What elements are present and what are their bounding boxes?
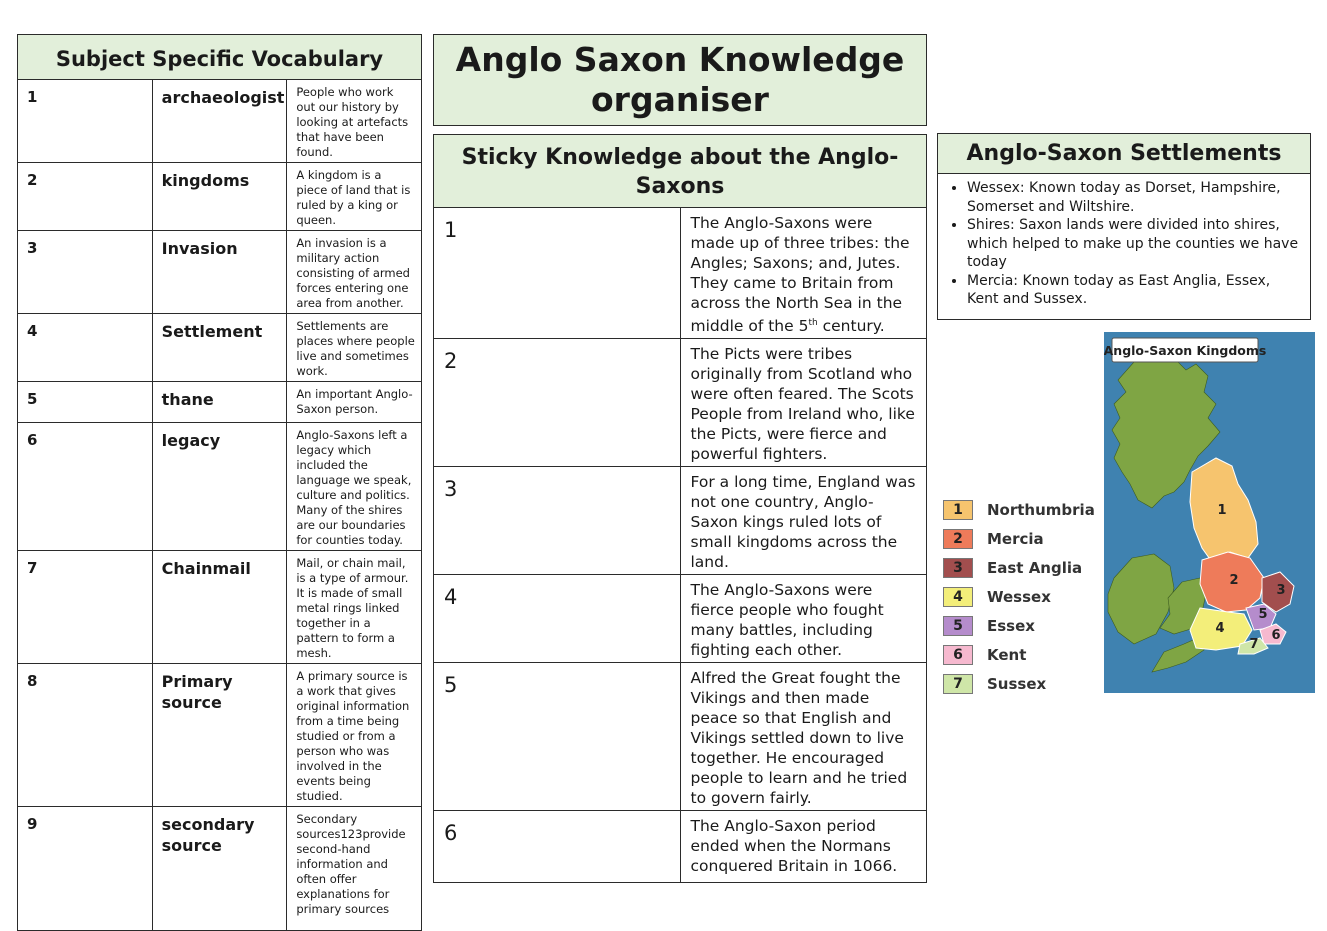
vocab-number: 1 [18, 80, 153, 163]
legend-item [943, 495, 1103, 524]
vocab-row [18, 314, 422, 382]
vocab-term: Chainmail [152, 551, 287, 664]
vocabulary-title: Subject Specific Vocabulary [18, 35, 422, 80]
vocab-term: archaeologist [152, 80, 287, 163]
fact-text [680, 208, 927, 339]
map-region-number: 4 [1215, 621, 1225, 636]
vocab-number: 7 [18, 551, 153, 664]
vocab-term: Primary source [152, 664, 287, 807]
vocab-number: 9 [18, 807, 153, 931]
vocab-definition: A primary source is a work that gives original information from a time being studied or from a person who was involved in the events being studied. [287, 664, 422, 807]
vocabulary-panel [17, 34, 422, 931]
fact-text [680, 339, 927, 467]
fact-text-end: century. [817, 317, 885, 336]
map-region-number: 7 [1249, 637, 1259, 652]
fact-row [434, 339, 927, 467]
vocab-number: 2 [18, 163, 153, 231]
settlement-item: • Mercia: Known today as East Anglia, Essex, Kent and Sussex. [967, 272, 1302, 309]
kingdoms-legend [943, 495, 1103, 698]
map-title: Anglo-Saxon Kingdoms [1104, 343, 1267, 358]
settlement-item: • Wessex: Known today as Dorset, Hampshire, Somerset and Wiltshire. [967, 179, 1302, 216]
vocab-row [18, 80, 422, 163]
settlements-list [938, 174, 1310, 319]
vocab-definition: Mail, or chain mail, is a type of armour. It is made of small metal rings linked together in a pattern to form a mesh. [287, 551, 422, 664]
fact-text-main: The Picts were tribes originally from Scotland who were often feared. The Scots People from Ireland who, like the Picts, were fierce and powerful fighters. [690, 345, 915, 464]
vocab-term: kingdoms [152, 163, 287, 231]
legend-swatch: 3 [943, 558, 973, 578]
vocab-row [18, 231, 422, 314]
vocab-number: 3 [18, 231, 153, 314]
fact-row [434, 663, 927, 811]
vocab-definition: Secondary sources123provide second-hand information and often offer explanations for primary sources [287, 807, 422, 931]
vocab-number: 6 [18, 423, 153, 551]
vocab-term: Settlement [152, 314, 287, 382]
legend-swatch: 6 [943, 645, 973, 665]
fact-text-main: The Anglo-Saxons were fierce people who fought many battles, including fighting each other. [690, 581, 884, 660]
map-region-number: 3 [1276, 583, 1286, 598]
vocab-term: legacy [152, 423, 287, 551]
legend-label: Kent [987, 645, 1027, 664]
vocab-term: thane [152, 382, 287, 423]
settlements-panel [937, 133, 1311, 320]
vocab-row [18, 807, 422, 931]
vocab-row [18, 423, 422, 551]
vocab-row [18, 163, 422, 231]
vocab-definition: An invasion is a military action consisting of armed forces entering one area from another. [287, 231, 422, 314]
vocab-definition: People who work out our history by looking at artefacts that have been found. [287, 80, 422, 163]
sticky-knowledge-table [433, 134, 927, 883]
fact-number: 2 [434, 339, 681, 467]
page-title: Anglo Saxon Knowledge organiser [433, 34, 927, 126]
vocab-row [18, 551, 422, 664]
fact-text-main: Alfred the Great fought the Vikings and then made peace so that English and Vikings settled down to live together. He encouraged people to learn and he tried to govern fairly. [690, 669, 908, 808]
fact-text [680, 575, 927, 663]
kingdoms-map-image [1104, 332, 1315, 693]
map-region-number: 5 [1258, 607, 1268, 622]
legend-item [943, 611, 1103, 640]
settlements-title: Anglo-Saxon Settlements [938, 134, 1310, 174]
settlement-item: • Shires: Saxon lands were divided into shires, which helped to make up the counties we have today [967, 216, 1302, 272]
fact-number: 3 [434, 467, 681, 575]
fact-row [434, 811, 927, 883]
legend-item [943, 553, 1103, 582]
legend-item [943, 524, 1103, 553]
vocab-definition: Anglo-Saxons left a legacy which included the language we speak, culture and politics. Many of the shires are our boundaries for counties today. [287, 423, 422, 551]
fact-text [680, 467, 927, 575]
legend-swatch: 5 [943, 616, 973, 636]
vocab-number: 8 [18, 664, 153, 807]
legend-label: Mercia [987, 529, 1044, 548]
map-region-number: 2 [1229, 573, 1239, 588]
legend-swatch: 4 [943, 587, 973, 607]
vocab-number: 5 [18, 382, 153, 423]
fact-text-superscript: th [808, 318, 818, 328]
legend-swatch: 2 [943, 529, 973, 549]
sticky-knowledge-title: Sticky Knowledge about the Anglo-Saxons [434, 135, 927, 208]
vocab-row [18, 664, 422, 807]
legend-label: Sussex [987, 674, 1047, 693]
vocab-row [18, 382, 422, 423]
vocab-term: secondary source [152, 807, 287, 931]
fact-number: 5 [434, 663, 681, 811]
vocab-definition: Settlements are places where people live and sometimes work. [287, 314, 422, 382]
vocabulary-table [17, 34, 422, 931]
fact-row [434, 575, 927, 663]
legend-item [943, 582, 1103, 611]
vocab-definition: A kingdom is a piece of land that is ruled by a king or queen. [287, 163, 422, 231]
vocab-number: 4 [18, 314, 153, 382]
legend-swatch: 7 [943, 674, 973, 694]
fact-number: 4 [434, 575, 681, 663]
vocab-term: Invasion [152, 231, 287, 314]
fact-number: 6 [434, 811, 681, 883]
legend-swatch: 1 [943, 500, 973, 520]
map-region-number: 1 [1217, 503, 1227, 518]
legend-label: Northumbria [987, 500, 1095, 519]
legend-label: East Anglia [987, 558, 1083, 577]
fact-text-main: The Anglo-Saxons were made up of three tribes: the Angles; Saxons; and, Jutes. They came to Britain from across the North Sea in the middle of the 5 [690, 214, 910, 336]
legend-item [943, 669, 1103, 698]
fact-text-main: For a long time, England was not one country, Anglo-Saxon kings ruled lots of small kingdoms across the land. [690, 473, 916, 572]
legend-item [943, 640, 1103, 669]
fact-text-main: The Anglo-Saxon period ended when the Normans conquered Britain in 1066. [690, 817, 898, 876]
sticky-knowledge-panel [433, 134, 927, 883]
legend-label: Wessex [987, 587, 1051, 606]
fact-row [434, 467, 927, 575]
fact-text [680, 663, 927, 811]
legend-label: Essex [987, 616, 1035, 635]
fact-text [680, 811, 927, 883]
fact-number: 1 [434, 208, 681, 339]
map-region-number: 6 [1271, 628, 1281, 643]
anglo-saxon-kingdoms-map [1104, 332, 1315, 693]
vocab-definition: An important Anglo-Saxon person. [287, 382, 422, 423]
fact-row [434, 208, 927, 339]
